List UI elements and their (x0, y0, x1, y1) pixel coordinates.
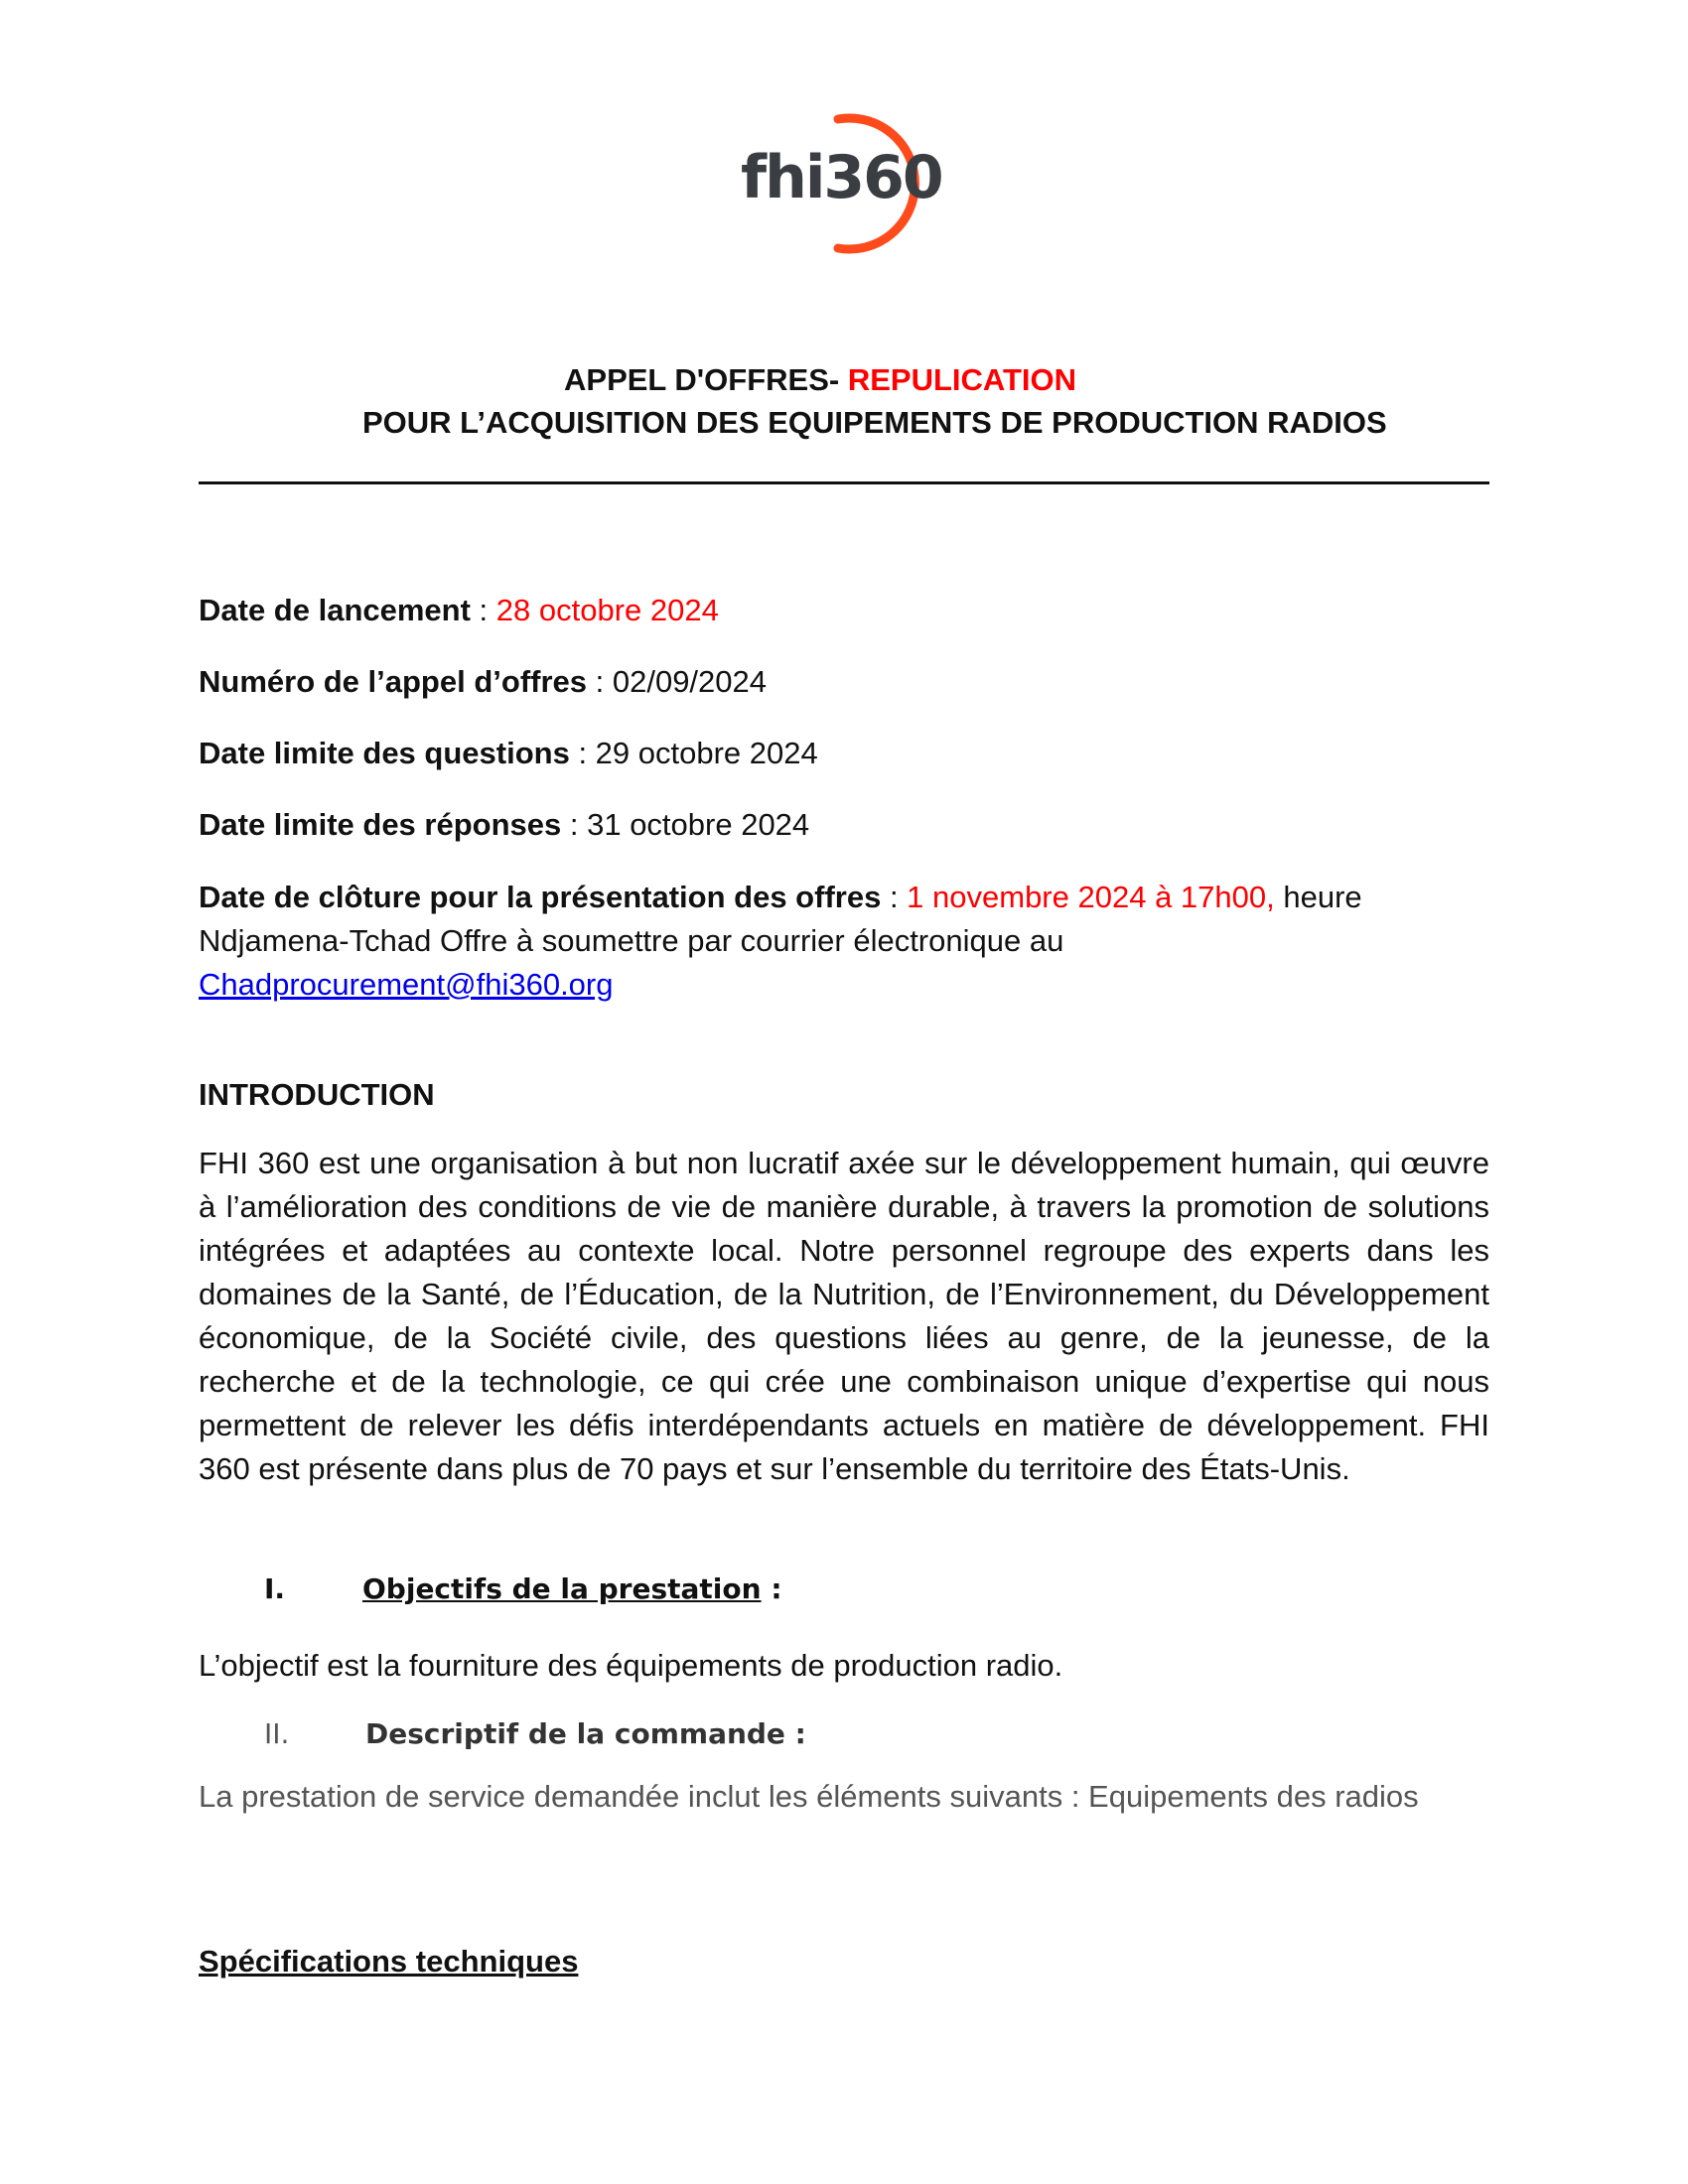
tender-number-value: 02/09/2024 (612, 664, 768, 699)
title-prefix: APPEL D'OFFRES- (564, 362, 848, 397)
closing-date-block (199, 876, 1509, 1007)
logo-text: fhi360 (741, 143, 942, 212)
title-line-2: POUR L’ACQUISITION DES EQUIPEMENTS DE PRODUCTION RADIOS (362, 405, 1387, 440)
title-highlight: REPULICATION (847, 362, 1077, 397)
launch-date-label: Date de lancement (199, 593, 471, 627)
closing-date-rest: heure Ndjamena-Tchad Offre à soumettre par courrier électronique au (199, 880, 1362, 958)
specifications-heading: Spécifications techniques (199, 1944, 579, 1979)
launch-date-value: 28 octobre 2024 (495, 593, 719, 627)
tender-number-sep: : (587, 664, 613, 699)
closing-date-sep: : (881, 880, 908, 914)
section-2-number: II. (264, 1717, 290, 1750)
section-2-text: La prestation de service demandée inclut les éléments suivants : Equipements des radios (199, 1779, 1419, 1814)
questions-deadline-label: Date limite des questions (199, 736, 570, 770)
answers-deadline-sep: : (561, 807, 588, 842)
section-1-title-text: Objectifs de la prestation (362, 1572, 762, 1605)
section-1-number: I. (264, 1572, 286, 1605)
launch-date-sep: : (470, 593, 496, 627)
questions-deadline-value: 29 octobre 2024 (595, 736, 818, 770)
section-2-title: Descriptif de la commande : (365, 1717, 806, 1750)
section-1-title (362, 1572, 782, 1605)
closing-date-value: 1 novembre 2024 à 17h00, (907, 880, 1275, 914)
section-1-title-suffix: : (761, 1572, 782, 1605)
introduction-heading: INTRODUCTION (199, 1077, 435, 1112)
tender-number-line (199, 664, 767, 700)
answers-deadline-line (199, 807, 809, 843)
section-1-text: L’objectif est la fourniture des équipements de production radio. (199, 1648, 1063, 1683)
closing-date-label: Date de clôture pour la présentation des offres (199, 880, 882, 914)
answers-deadline-value: 31 octobre 2024 (587, 807, 810, 842)
tender-number-label: Numéro de l’appel d’offres (199, 664, 588, 699)
questions-deadline-sep: : (569, 736, 596, 770)
title-line-1 (564, 362, 1076, 398)
questions-deadline-line (199, 736, 818, 771)
launch-date-line (199, 593, 719, 628)
fhi360-logo (735, 99, 953, 263)
title-divider (199, 481, 1489, 484)
introduction-paragraph: FHI 360 est une organisation à but non lucratif axée sur le développement humain, qui œuvre à l’amélioration des conditions de vie de manière durable, à travers la promotion de solutions intégrées et adaptées au contexte local. Notre personnel regroupe des experts dans les domaines de la Santé, de l’Éducation, de la Nutrition, de l’Environnement, du Développement économique, de la Société civile, des questions liées au genre, de la jeunesse, de la recherche et de la technologie, ce qui crée une combinaison unique d’expertise qui nous permettent de relever les défis interdépendants actuels en matière de développement. FHI 360 est présente dans plus de 70 pays et sur l’ensemble du territoire des États-Unis. (199, 1146, 1489, 1486)
answers-deadline-label: Date limite des réponses (199, 807, 562, 842)
procurement-email-link[interactable]: Chadprocurement@fhi360.org (199, 967, 614, 1002)
